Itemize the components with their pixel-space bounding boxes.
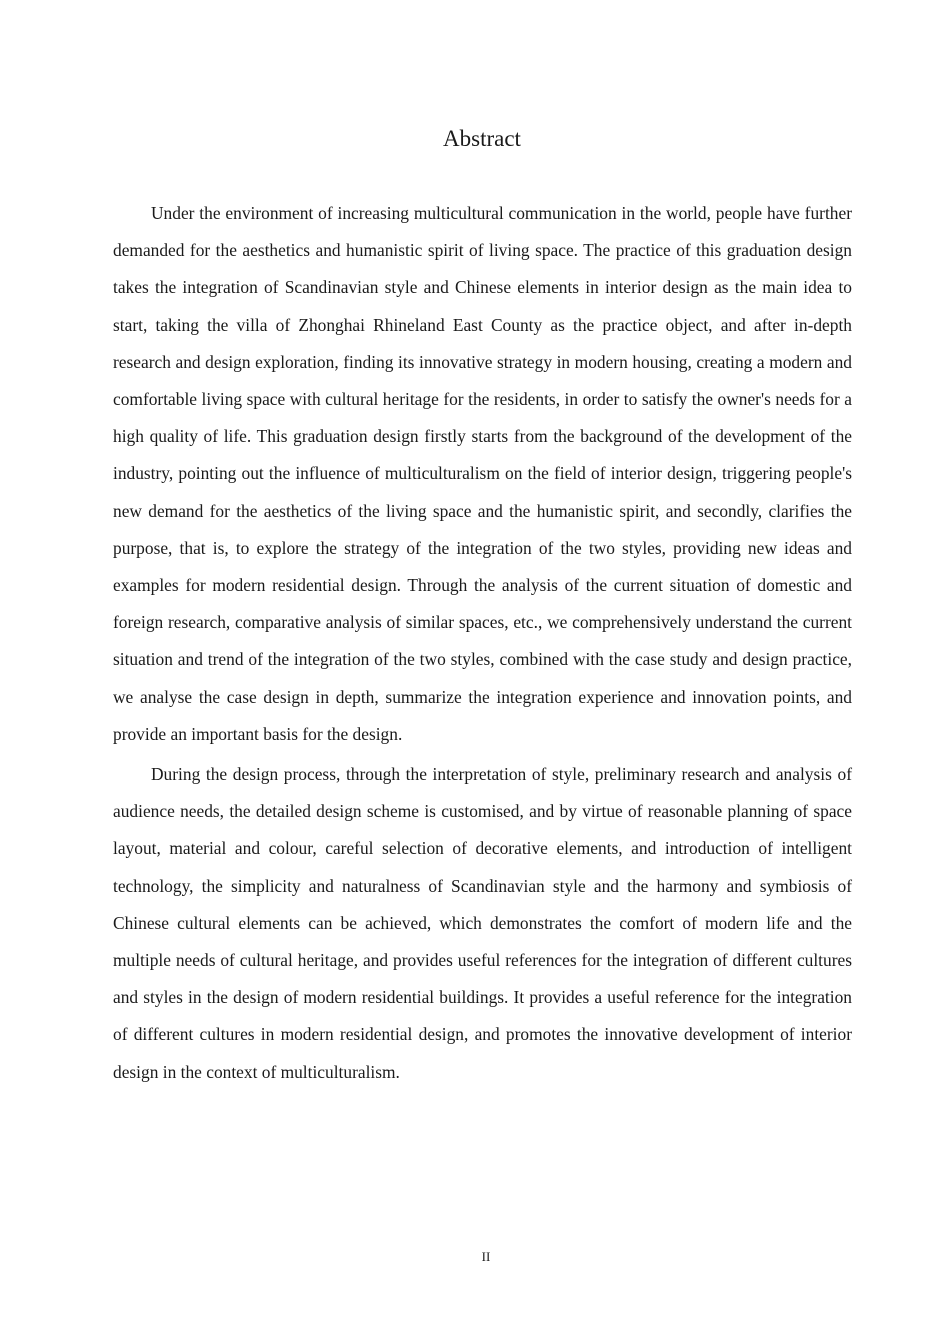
- abstract-body: [113, 195, 852, 1094]
- page-title: Abstract: [443, 126, 521, 151]
- page-number: II: [481, 1249, 491, 1264]
- abstract-paragraph-1: Under the environment of increasing multicultural communication in the world, people have further demanded for the aesthetics and humanistic spirit of living space. The practice of this graduation design takes the integration of Scandinavian style and Chinese elements in interior design as the main idea to start, taking the villa of Zhonghai Rhineland East County as the practice object, and after in-depth research and design exploration, finding its innovative strategy in modern housing, creating a modern and comfortable living space with cultural heritage for the residents, in order to satisfy the owner's needs for a high quality of life. This graduation design firstly starts from the background of the development of the industry, pointing out the influence of multiculturalism on the field of interior design, triggering people's new demand for the aesthetics of the living space and the humanistic spirit, and secondly, clarifies the purpose, that is, to explore the strategy of the integration of the two styles, providing new ideas and examples for modern residential design. Through the analysis of the current situation of domestic and foreign research, comparative analysis of similar spaces, etc., we comprehensively understand the current situation and trend of the integration of the two styles, combined with the case study and design practice, we analyse the case design in depth, summarize the integration experience and innovation points, and provide an important basis for the design.: [113, 203, 852, 744]
- abstract-paragraph-2: During the design process, through the interpretation of style, preliminary research and analysis of audience needs, the detailed design scheme is customised, and by virtue of reasonable planning of space layout, material and colour, careful selection of decorative elements, and introduction of intelligent technology, the simplicity and naturalness of Scandinavian style and the harmony and symbiosis of Chinese cultural elements can be achieved, which demonstrates the comfort of modern life and the multiple needs of cultural heritage, and provides useful references for the integration of different cultures and styles in the design of modern residential buildings. It provides a useful reference for the integration of different cultures in modern residential design, and promotes the innovative development of interior design in the context of multiculturalism.: [113, 764, 852, 1082]
